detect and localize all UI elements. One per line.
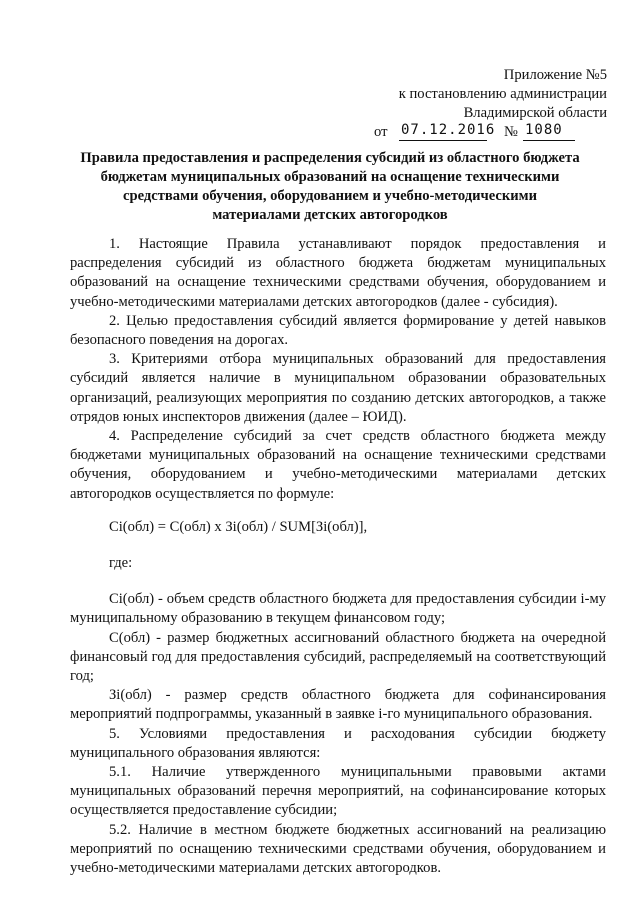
paragraph-5-2: 5.2. Наличие в местном бюджете бюджетных ассигнований на реализацию мероприятий по оснащению техническими средствами обучения, оборудованием и учебно-методическими материалами детских автогородков. xyxy=(70,821,606,877)
document-body xyxy=(70,235,606,878)
document-title: Правила предоставления и распределения субсидий из областного бюджета бюджетам муниципальных образований на оснащение техническими средствами обучения, оборудованием и учебно-методическими материалами детских автогородков xyxy=(80,150,580,223)
appendix-label: Приложение №5 xyxy=(503,67,607,83)
paragraph-4: 4. Распределение субсидий за счет средств областного бюджета между бюджетами муниципальных образований на оснащение техническими средствами обучения, оборудованием и учебно-методическими материалами детских автогородков осуществляется по формуле: xyxy=(70,428,606,502)
formula: Ci(обл) = С(обл) x Зi(обл) / SUM[Зi(обл)], xyxy=(109,518,368,535)
number-sign: № xyxy=(504,124,518,140)
date-prefix: от xyxy=(374,124,388,140)
paragraph-5-1: 5.1. Наличие утвержденного муниципальными правовыми актами муниципальных образований перечня мероприятий, на софинансирование которых осуществляется предоставление субсидии; xyxy=(70,764,606,819)
region-name: Владимирской области xyxy=(463,105,607,121)
date-number-line xyxy=(327,123,607,143)
definition-zi: Зi(обл) - размер средств областного бюджета для софинансирования мероприятий подпрограммы, указанный в заявке i-го муниципального образования. xyxy=(70,687,606,723)
paragraph-2: 2. Целью предоставления субсидий является формирование у детей навыков безопасного поведения на дорогах. xyxy=(70,312,606,349)
resolution-reference: к постановлению администрации xyxy=(398,86,607,102)
definition-ci: Ci(обл) - объем средств областного бюджета для предоставления субсидии i-му муниципальному образованию в текущем финансовом году; xyxy=(70,591,606,627)
paragraph-3: 3. Критериями отбора муниципальных образований для предоставления субсидий является наличие в муниципальном образовании образовательных организаций, реализующих мероприятия по созданию детских автогородков, а также отрядов юных инспекторов движения (далее – ЮИД). xyxy=(70,351,606,425)
document-header xyxy=(327,66,607,143)
resolution-date: 07.12.2016 xyxy=(399,121,487,141)
definition-c: С(обл) - размер бюджетных ассигнований областного бюджета на очередной финансовый год для предоставления субсидий, распределяемый на соответствующий год; xyxy=(70,629,606,685)
resolution-number: 1080 xyxy=(523,121,575,141)
where-label: где: xyxy=(109,555,133,572)
paragraph-1: 1. Настоящие Правила устанавливают порядок предоставления и распределения субсидий из областного бюджета бюджетам муниципальных образований на оснащение техническими средствами обучения, оборудованием и учебно-методическими материалами детских автогородков (далее - субсидия). xyxy=(70,236,606,310)
paragraph-5: 5. Условиями предоставления и расходования субсидии бюджету муниципального образования являются: xyxy=(70,725,606,761)
